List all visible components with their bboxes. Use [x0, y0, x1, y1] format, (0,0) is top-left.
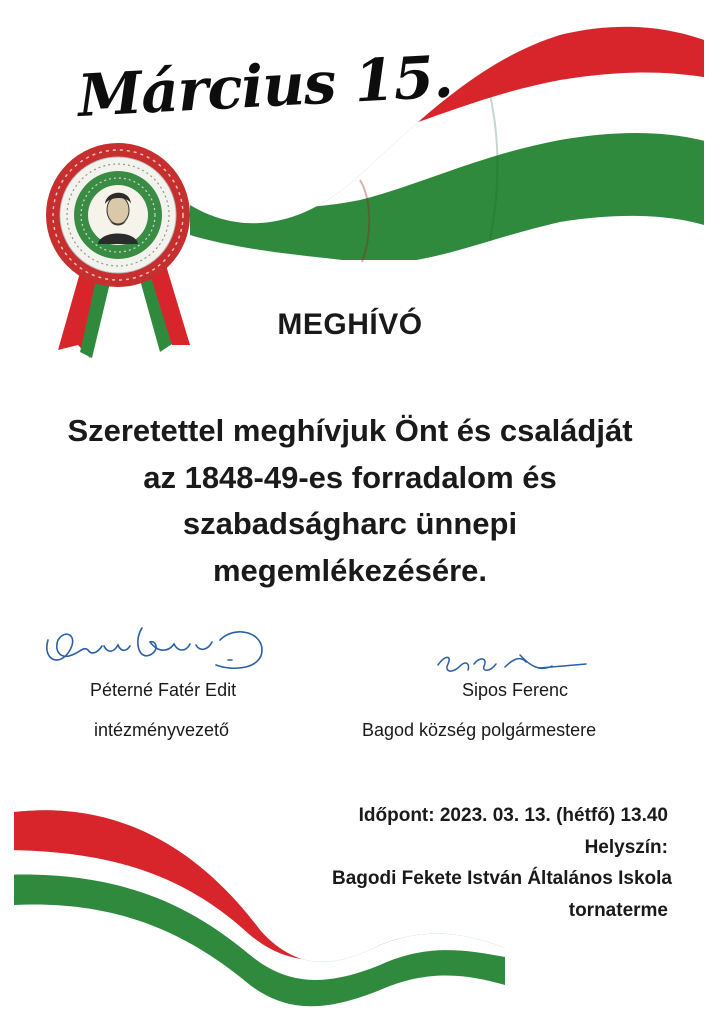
event-location-label: Helyszín: — [584, 836, 668, 858]
signatory-2-name: Sipos Ferenc — [462, 680, 569, 700]
signatory-2-role: Bagod község polgármestere — [362, 720, 597, 740]
invitation-line-1: Szeretettel meghívjuk Önt és családját — [67, 413, 633, 448]
signature-sipos-ferenc — [438, 655, 586, 671]
handwritten-title: Március 15. — [76, 42, 454, 130]
invitation-heading: MEGHÍVÓ — [277, 308, 423, 341]
signatory-1-name: Péterné Fatér Edit — [90, 680, 237, 700]
invitation-line-4: megemlékezésére. — [212, 552, 488, 588]
invitation-text — [20, 408, 680, 594]
invitation-line-2: az 1848-49-es forradalom és — [143, 459, 557, 495]
event-details — [332, 800, 672, 926]
invitation-line-3: szabadságharc ünnepi — [182, 506, 518, 541]
signatory-1-role: intézményvezető — [94, 720, 230, 740]
signature-peterne-fater-edit — [47, 628, 262, 668]
event-location-school: Bagodi Fekete István Általános Iskola — [332, 868, 672, 889]
event-location-room: tornaterme — [568, 899, 668, 921]
event-time: Időpont: 2023. 03. 13. (hétfő) 13.40 — [358, 805, 668, 826]
